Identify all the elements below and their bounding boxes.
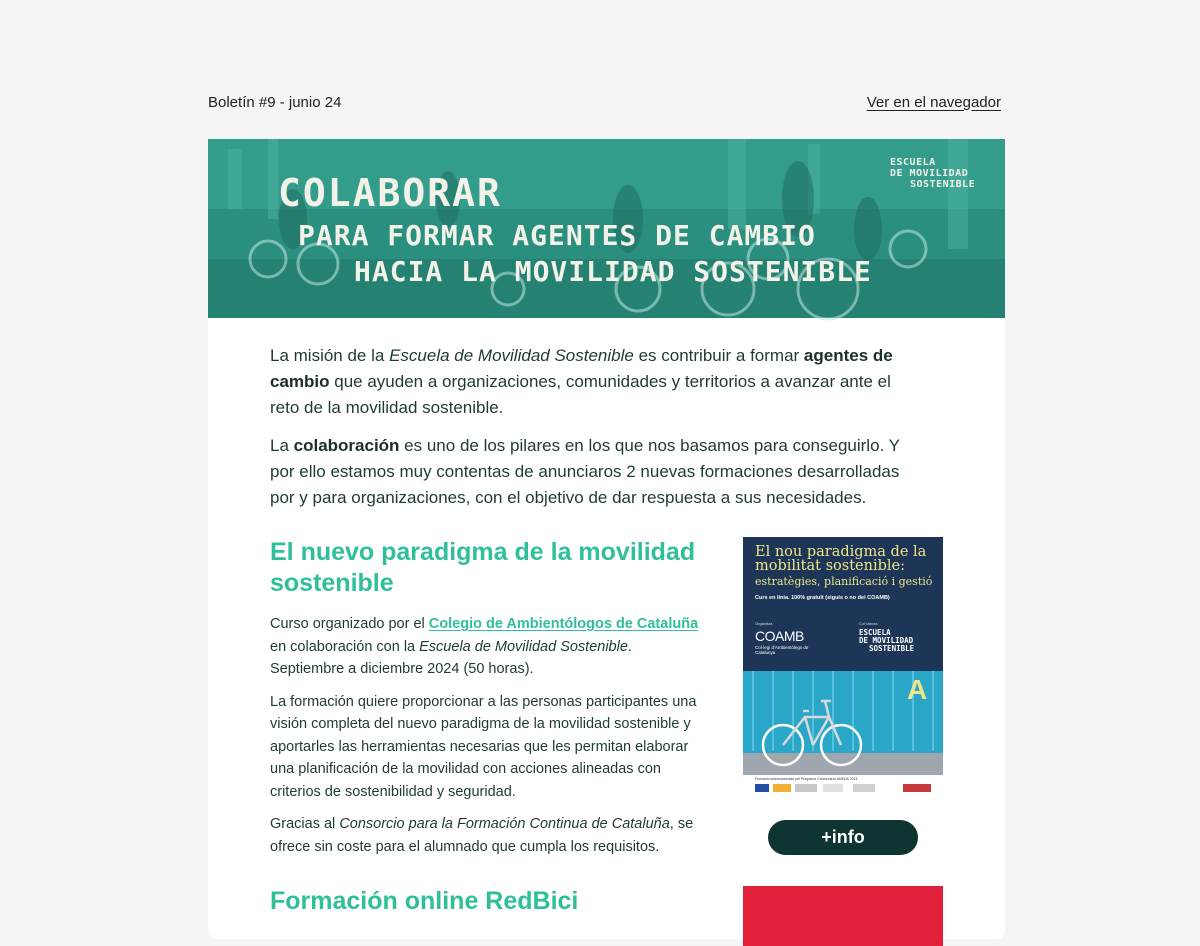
poster-title: El nou paradigma de la mobilitat sostenible: <box>755 544 927 574</box>
intro-text <box>270 343 920 523</box>
text: Gracias al <box>270 816 340 832</box>
logo-line: SOSTENIBLE <box>869 644 915 653</box>
issue-label: Boletín #9 - junio 24 <box>208 93 342 111</box>
logo-line: ESCUELA <box>890 157 936 168</box>
course-paragraph-1 <box>270 613 710 681</box>
collaborator-label: Col·labora <box>859 621 878 626</box>
poster-organizer <box>755 621 815 655</box>
svg-text:A: A <box>907 674 928 705</box>
bicycle-photo <box>743 671 943 775</box>
text: . Septiembre a diciembre 2024 (50 horas). <box>270 638 632 677</box>
text: es contribuir a formar <box>633 346 804 365</box>
banner-title: COLABORAR <box>278 171 502 215</box>
poster-note: Curs en línia. 100% gratuït (siguis o no del COAMB) <box>755 595 890 601</box>
intro-paragraph-1 <box>270 343 920 421</box>
coamb-fullname: Col·legi d'Ambientòlegs de Catalunya <box>755 645 809 655</box>
logo-line: DE MOVILIDAD <box>890 168 969 179</box>
course-paragraph-3 <box>270 813 710 858</box>
text: La <box>270 436 294 455</box>
course-section <box>270 537 710 868</box>
school-logo-small <box>859 629 914 653</box>
next-course-title: Formación online RedBici <box>270 887 579 915</box>
next-course-poster[interactable] <box>743 886 943 946</box>
poster-subtitle: estratègies, planificació i gestió <box>755 575 933 588</box>
highlight: colaboración <box>293 436 400 455</box>
coamb-logo: COAMB <box>755 628 804 644</box>
school-name: Escuela de Movilidad Sostenible <box>419 638 628 655</box>
school-logo <box>890 157 975 190</box>
poster-footer-text: Formació subvencionada pel Programa Conforma'm ANEDA 2024 <box>755 777 858 781</box>
newsletter-topbar <box>208 92 1001 112</box>
course-paragraph-2: La formación quiere proporcionar a las personas participantes una visión completa del nuevo paradigma de la movilidad sostenible y aportarles las herramientas necesarias que les permitan elaborar una planificación de la movilidad con acciones alineadas con criterios de sostenibilidad y seguridad. <box>270 693 697 800</box>
text: es uno de los pilares en los que nos basamos para conseguirlo. Y por ello estamos muy contentas de anunciaros 2 nuevas formaciones desarrolladas por y para organizaciones, con el objetivo de dar respuesta a sus necesidades. <box>270 436 900 507</box>
logo-line: DE MOVILIDAD <box>859 636 914 645</box>
organizer-label: Organitza <box>755 621 773 626</box>
text: Curso organizado por el <box>270 616 429 632</box>
newsletter-card <box>208 139 1005 939</box>
bicycle-icon <box>743 671 943 775</box>
text: , se ofrece sin coste para el alumnado que cumpla los requisitos. <box>270 816 694 855</box>
banner-subtitle-1: PARA FORMAR AGENTES DE CAMBIO <box>298 219 816 252</box>
intro-paragraph-2 <box>270 433 920 511</box>
text: que ayuden a organizaciones, comunidades y territorios a avanzar ante el reto de la movilidad sostenible. <box>270 372 891 417</box>
logo-line: SOSTENIBLE <box>910 179 976 190</box>
course-poster[interactable] <box>743 537 943 795</box>
hero-banner <box>208 139 1005 318</box>
poster-collaborator <box>859 621 914 653</box>
logo-line: ESCUELA <box>859 628 891 637</box>
school-name: Escuela de Movilidad Sostenible <box>389 346 634 365</box>
coamb-link[interactable]: Colegio de Ambientólogos de Cataluña <box>428 616 699 632</box>
poster-footer <box>743 775 943 795</box>
sponsor-logos <box>743 775 943 795</box>
more-info-button[interactable]: +info <box>768 820 918 855</box>
course-title: El nuevo paradigma de la movilidad sostenible <box>270 538 696 597</box>
consortium-name: Consorcio para la Formación Continua de Cataluña <box>339 816 670 832</box>
highlight: agentes de cambio <box>270 346 893 391</box>
text: en colaboración con la <box>270 638 420 655</box>
view-in-browser-link[interactable]: Ver en el navegador <box>866 93 1001 111</box>
text: La misión de la <box>270 346 390 365</box>
banner-subtitle-2: HACIA LA MOVILIDAD SOSTENIBLE <box>354 255 872 288</box>
